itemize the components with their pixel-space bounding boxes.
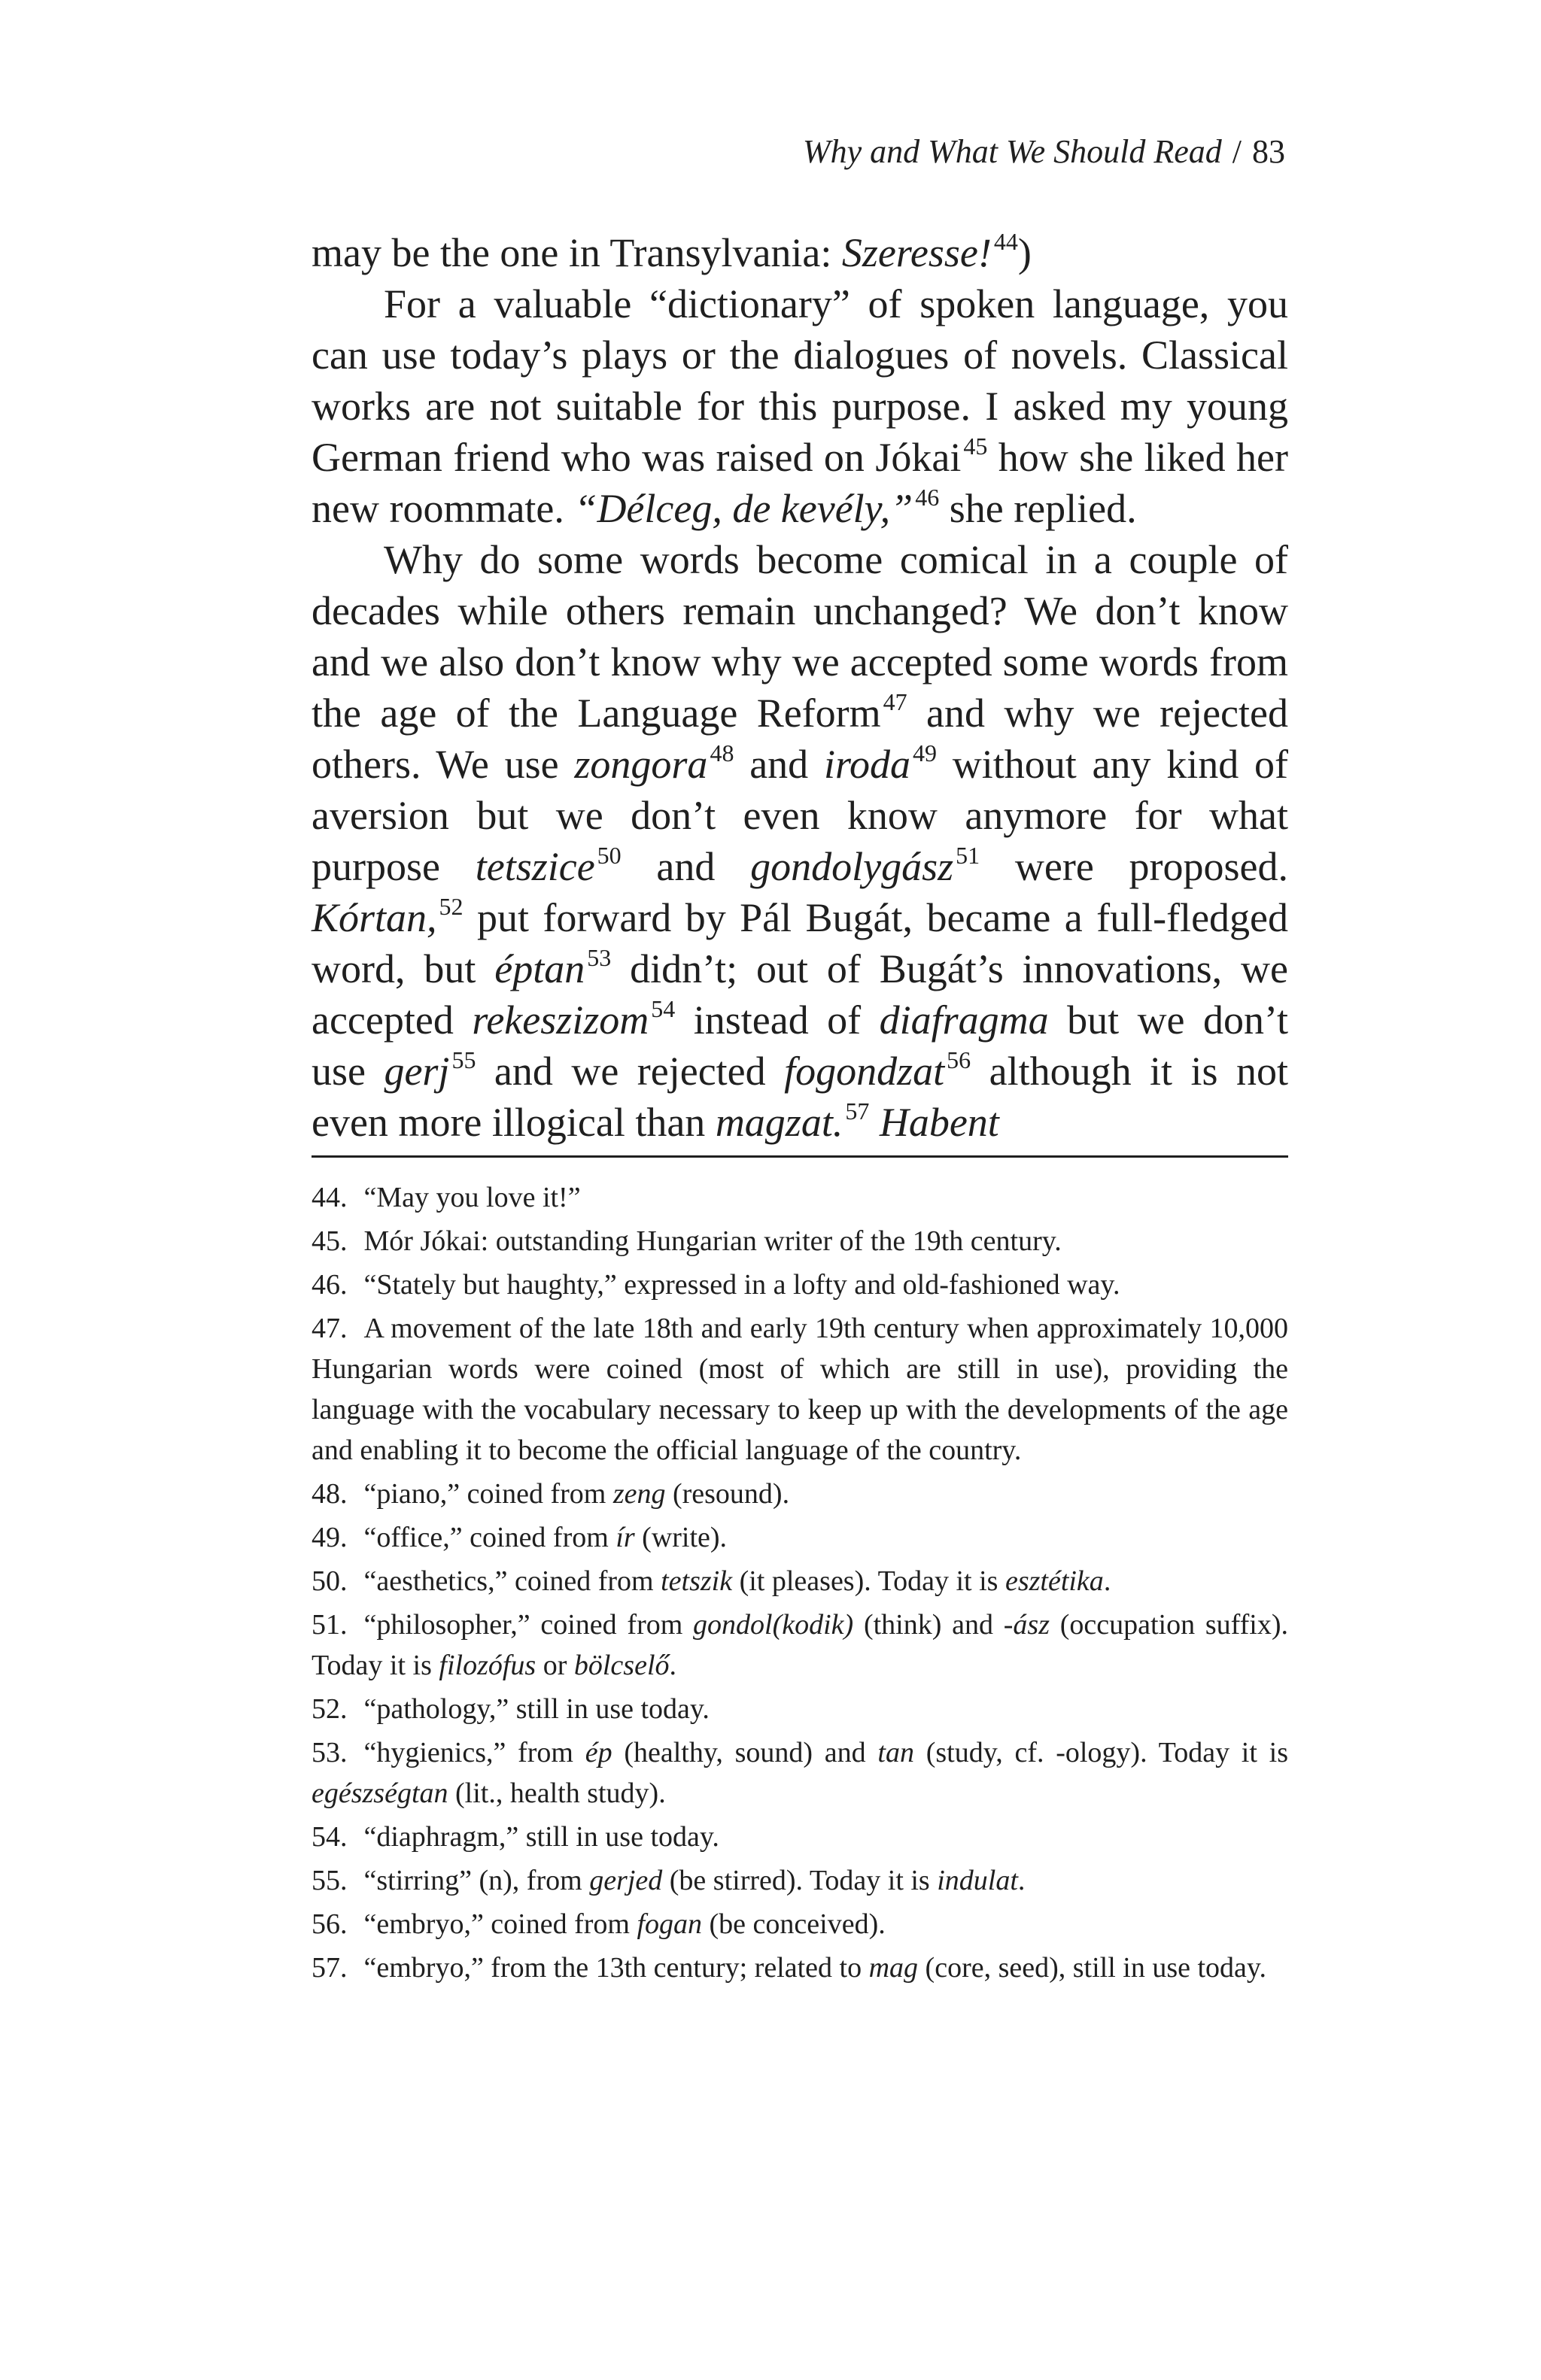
text-run: “piano,” coined from [363,1478,613,1510]
italic-text: egészségtan [312,1777,448,1809]
page-number: 83 [1252,133,1285,170]
italic-text: iroda [823,742,910,787]
footnote-item [312,1308,1288,1471]
text-run: she replied. [939,486,1137,531]
text-run: . [669,1650,676,1681]
footnote-ref: 44 [993,228,1018,255]
footnote-item [312,1817,1288,1857]
text-run: “office,” coined from [363,1522,616,1553]
text-run: “Stately but haughty,” expressed in a lofty and old-fashioned way. [363,1269,1120,1301]
text-run: Mór Jókai: outstanding Hungarian writer of the 19th century. [363,1225,1062,1257]
body-paragraph [312,534,1288,1148]
text-run: (occupation suffix). Today it is [312,1609,1288,1681]
text-run: ) [1017,230,1032,275]
italic-text: fogan [637,1908,703,1940]
text-run: A movement of the late 18th and early 19th century when approximately 10,000 Hungarian words were coined (most of which are still in use), providing the language with the vocabulary necessary to keep up with the developments of the age and enabling it to become the official language of the country. [312,1313,1288,1466]
footnote-number: 49. [312,1522,348,1553]
text-run: (be stirred). Today it is [662,1865,938,1896]
italic-text: zeng [612,1478,666,1510]
body-paragraph [312,227,1288,278]
footnote-ref: 46 [915,484,940,511]
italic-text: Szeresse! [841,230,992,275]
italic-text: gerjed [589,1865,663,1896]
footnote-item [312,1474,1288,1514]
footnote-ref: 45 [963,433,988,460]
italic-text: “Délceg, de kevély,” [574,486,913,531]
text-run: were proposed. [980,844,1289,889]
text-run: “hygienics,” from [363,1737,585,1768]
footnotes [312,1177,1288,1991]
footnote-number: 50. [312,1565,348,1597]
footnote-number: 55. [312,1865,348,1896]
footnote-number: 46. [312,1269,348,1301]
text-run: (study, cf. -ology). Today it is [913,1737,1289,1768]
footnote-number: 47. [312,1313,348,1344]
italic-text: bölcselő [573,1650,670,1681]
footnote-item [312,1177,1288,1218]
footnote-number: 51. [312,1609,348,1641]
footnote-item [312,1264,1288,1305]
italic-text: tetszice [475,844,595,889]
italic-text: -ász [1003,1609,1050,1641]
footnote-item [312,1860,1288,1901]
italic-text: mag [868,1952,919,1984]
text-run: For a valuable “dictionary” of spoken language, you can use today’s plays or the dialogues of novels. Classical works are not suitable for this purpose. I asked my young German friend who was raised on Jókai [312,281,1288,480]
italic-text: esztétika [1005,1565,1104,1597]
text-run: “diaphragm,” still in use today. [363,1821,719,1853]
body-text [312,227,1288,1148]
text-run: how she liked her new roommate. [312,435,1288,531]
text-run: “embryo,” coined from [363,1908,637,1940]
text-run [869,1100,880,1145]
text-run: and [621,844,751,889]
text-run: (lit., health study). [448,1777,666,1809]
text-run: without any kind of aversion but we don’t even know anymore for what purpose [312,742,1289,889]
italic-text: zongora [574,742,708,787]
footnote-ref: 47 [883,688,907,715]
text-run: put forward by Pál Bugát, became a full-fledged word, but [312,895,1288,991]
running-head-title: Why and What We Should Read [802,133,1222,170]
footnote-number: 44. [312,1182,348,1213]
footnote-number: 48. [312,1478,348,1510]
footnote-number: 45. [312,1225,348,1257]
text-run: didn’t; out of Bugát’s innovations, we accepted [312,946,1288,1043]
text-run: and [734,742,824,787]
text-run: “pathology,” still in use today. [363,1693,710,1725]
italic-text: tetszik [661,1565,733,1597]
text-run: Why do some words become comical in a couple of decades while others remain unchanged? We don’t know and we also don’t know why we accepted some words from the age of the Language Reform [312,537,1288,736]
footnote-ref: 50 [597,842,622,869]
italic-text: gerj [384,1049,450,1094]
text-run: although it is not even more illogical than [312,1049,1289,1145]
italic-text: filozófus [439,1650,536,1681]
text-run: “May you love it!” [363,1182,581,1213]
footnote-item [312,1689,1288,1729]
footnote-ref: 56 [947,1046,971,1073]
footnote-ref: 54 [651,995,676,1022]
footnote-ref: 57 [845,1097,870,1125]
footnote-rule [312,1155,1288,1158]
text-run: may be the one in Transylvania: [312,230,842,275]
footnote-ref: 53 [587,944,612,971]
footnote-item [312,1221,1288,1261]
footnote-ref: 51 [956,842,980,869]
footnote-number: 53. [312,1737,348,1768]
footnote-number: 56. [312,1908,348,1940]
text-run: (it pleases). Today it is [732,1565,1005,1597]
footnote-number: 52. [312,1693,348,1725]
italic-text: diafragma [879,997,1049,1043]
italic-text: ír [615,1522,635,1553]
text-run: instead of [675,997,880,1043]
text-run: “stirring” (n), from [363,1865,590,1896]
text-run: . [1017,1865,1026,1896]
italic-text: indulat [937,1865,1018,1896]
footnote-item [312,1732,1288,1814]
italic-text: magzat. [715,1100,843,1145]
text-run: (resound). [665,1478,790,1510]
footnote-ref: 49 [912,739,937,767]
text-run: (write). [634,1522,728,1553]
footnote-item [312,1561,1288,1601]
text-run: and why we rejected others. We use [312,691,1289,787]
footnote-ref: 48 [710,739,734,767]
text-run: but we don’t use [312,997,1288,1094]
footnote-ref: 55 [451,1046,476,1073]
body-paragraph [312,278,1288,534]
italic-text: fogondzat [784,1049,945,1094]
italic-text: Kórtan, [312,895,437,940]
text-run: (think) and [853,1609,1004,1641]
italic-text: gondol(kodik) [693,1609,854,1641]
text-run: “embryo,” from the 13th century; related to [363,1952,869,1984]
text-run: “aesthetics,” coined from [363,1565,661,1597]
footnote-item [312,1517,1288,1558]
running-head [803,132,1285,171]
footnote-ref: 52 [439,893,464,920]
italic-text: Habent [879,1100,999,1145]
italic-text: ép [585,1737,612,1768]
running-head-separator: / [1232,133,1242,170]
footnote-number: 57. [312,1952,348,1984]
text-run: “philosopher,” coined from [363,1609,694,1641]
footnote-item [312,1947,1288,1988]
italic-text: tan [877,1737,914,1768]
text-run: (be conceived). [702,1908,886,1940]
italic-text: rekeszizom [472,997,649,1043]
footnote-item [312,1904,1288,1944]
text-run: or [536,1650,574,1681]
text-run: (core, seed), still in use today. [918,1952,1266,1984]
text-run: and we rejected [476,1049,785,1094]
footnote-item [312,1604,1288,1686]
footnote-number: 54. [312,1821,348,1853]
text-run: . [1103,1565,1111,1597]
italic-text: éptan [494,946,585,991]
italic-text: gondolygász [750,844,954,889]
text-run: (healthy, sound) and [612,1737,878,1768]
